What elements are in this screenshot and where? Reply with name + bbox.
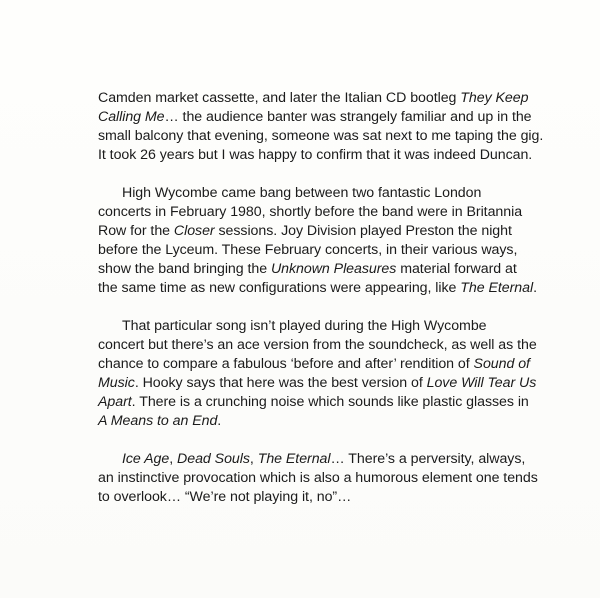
text-run: small balcony that evening, someone was sat next to me taping the gig. <box>98 128 544 144</box>
text-run: . There is a crunching noise which sounds like plastic glasses in <box>131 394 529 410</box>
text-run: It took 26 years but I was happy to confirm that it was indeed Duncan. <box>98 147 533 163</box>
text-line <box>98 488 538 507</box>
text-line <box>98 279 538 298</box>
text-line <box>98 241 538 260</box>
italic-title: The Eternal <box>460 280 534 296</box>
italic-title: They Keep <box>460 90 529 106</box>
text-run: … There’s a perversity, always, <box>330 451 526 467</box>
text-run: the same time as new configurations were appearing, like <box>98 280 461 296</box>
text-line <box>98 184 538 203</box>
text-run: chance to compare a fabulous ‘before and after’ rendition of <box>98 356 474 372</box>
text-line <box>98 260 538 279</box>
body-text <box>98 89 544 507</box>
italic-title: Dead Souls <box>177 451 250 467</box>
text-run: before the Lyceum. These February concerts, in their various ways, <box>98 242 518 258</box>
text-line <box>98 317 538 336</box>
text-run: concerts in February 1980, shortly before the band were in Britannia <box>98 204 523 220</box>
italic-title: Sound of <box>473 356 530 372</box>
text-run: Row for the <box>98 223 174 239</box>
italic-title: The Eternal <box>257 451 331 467</box>
text-run: . Hooky says that here was the best version of <box>134 375 427 391</box>
text-run: . <box>533 280 537 296</box>
text-line <box>98 222 538 241</box>
text-run: … the audience banter was strangely familiar and up in the <box>164 109 532 125</box>
text-line <box>98 146 538 165</box>
italic-title: Closer <box>173 223 215 239</box>
text-run: , <box>169 451 178 467</box>
paragraph <box>98 317 538 431</box>
text-run: Camden market cassette, and later the Italian CD bootleg <box>98 90 461 106</box>
text-run: . <box>217 413 222 429</box>
text-run: to overlook… “We’re not playing it, no”… <box>98 489 352 505</box>
text-line <box>98 374 538 393</box>
text-line <box>98 203 538 222</box>
text-line <box>98 412 538 431</box>
paragraph <box>98 89 544 165</box>
text-run: That particular song isn’t played during the High Wycombe <box>122 318 487 334</box>
italic-title: Unknown Pleasures <box>270 261 397 277</box>
italic-title: Love Will Tear Us <box>426 375 537 391</box>
text-run: an instinctive provocation which is also a humorous element one tends <box>98 470 538 486</box>
text-line <box>98 89 538 108</box>
text-line <box>98 450 538 469</box>
text-line <box>98 393 538 412</box>
italic-title: Music <box>98 375 135 391</box>
text-run: show the band bringing the <box>98 261 271 277</box>
text-line <box>98 355 538 374</box>
italic-title: Calling Me <box>98 109 165 125</box>
paragraph <box>98 450 538 507</box>
text-run: High Wycombe came bang between two fantastic London <box>122 185 482 201</box>
text-line <box>98 108 538 127</box>
text-run: material forward at <box>396 261 517 277</box>
text-line <box>98 127 544 146</box>
text-run: concert but there’s an ace version from the soundcheck, as well as the <box>98 337 537 353</box>
text-run: , <box>249 451 258 467</box>
paragraph <box>98 184 538 298</box>
text-run: sessions. Joy Division played Preston the night <box>214 223 512 239</box>
italic-title: Ice Age <box>122 451 170 467</box>
text-line <box>98 469 538 488</box>
italic-title: A Means to an End <box>98 413 218 429</box>
text-line <box>98 336 538 355</box>
italic-title: Apart <box>98 394 132 410</box>
